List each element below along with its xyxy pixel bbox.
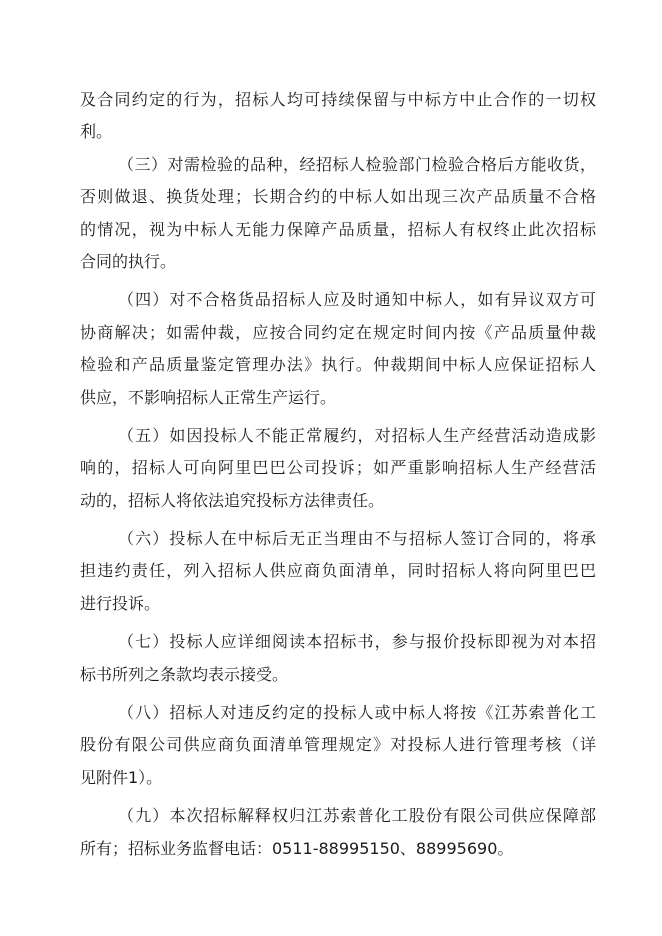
text-line: 利。 [80,122,113,142]
paragraph-clause-3 [80,149,596,279]
text-line: 检验和产品质量鉴定管理办法》执行。仲裁期间中标人应保证招标人 [80,355,596,375]
paragraph-clause-5 [80,420,596,517]
text-line: 担违约责任，列入招标人供应商负面清单，同时招标人将向阿里巴巴 [80,561,596,581]
text-line: （六）投标人在中标后无正当理由不与招标人签订合同的，将承 [118,529,596,549]
text-line: 所有；招标业务监督电话：0511-88995150、88995690。 [80,838,514,858]
paragraph-clause-4 [80,284,596,414]
text-line: 标书所列之条款均表示接受。 [80,664,289,684]
text-line: （五）如因投标人不能正常履约，对招标人生产经营活动造成影 [118,425,596,445]
paragraph-clause-6 [80,523,596,620]
paragraph-clause-9 [80,800,596,865]
text-line: 股份有限公司供应商负面清单管理规定》对投标人进行管理考核（详 [80,735,596,755]
text-line: （七）投标人应详细阅读本招标书，参与报价投标即视为对本招 [118,632,596,652]
text-line: 动的，招标人将依法追究投标方法律责任。 [80,490,385,510]
text-line: （八）招标人对违反约定的投标人或中标人将按《江苏索普化工 [118,703,596,723]
text-line: 否则做退、换货处理；长期合约的中标人如出现三次产品质量不合格 [80,187,596,207]
text-line: 见附件1）。 [80,767,163,787]
text-line: 合同的执行。 [80,251,177,271]
text-line: 及合同约定的行为，招标人均可持续保留与中标方中止合作的一切权 [80,90,596,109]
document-page [80,84,596,871]
text-line: 响的，招标人可向阿里巴巴公司投诉；如严重影响招标人生产经营活 [80,458,596,478]
paragraph-continued [80,84,596,149]
text-line: （四）对不合格货品招标人应及时通知中标人，如有异议双方可 [118,290,596,310]
text-line: 供应，不影响招标人正常生产运行。 [80,387,337,407]
paragraph-clause-8 [80,697,596,794]
text-line: 的情况，视为中标人无能力保障产品质量，招标人有权终止此次招标 [80,219,596,239]
text-line: （三）对需检验的品种，经招标人检验部门检验合格后方能收货， [118,154,596,174]
text-line: 协商解决；如需仲裁，应按合同约定在规定时间内按《产品质量仲裁 [80,322,596,342]
text-line: 进行投诉。 [80,593,161,613]
paragraph-clause-7 [80,626,596,691]
text-line: （九）本次招标解释权归江苏索普化工股份有限公司供应保障部 [118,806,596,826]
